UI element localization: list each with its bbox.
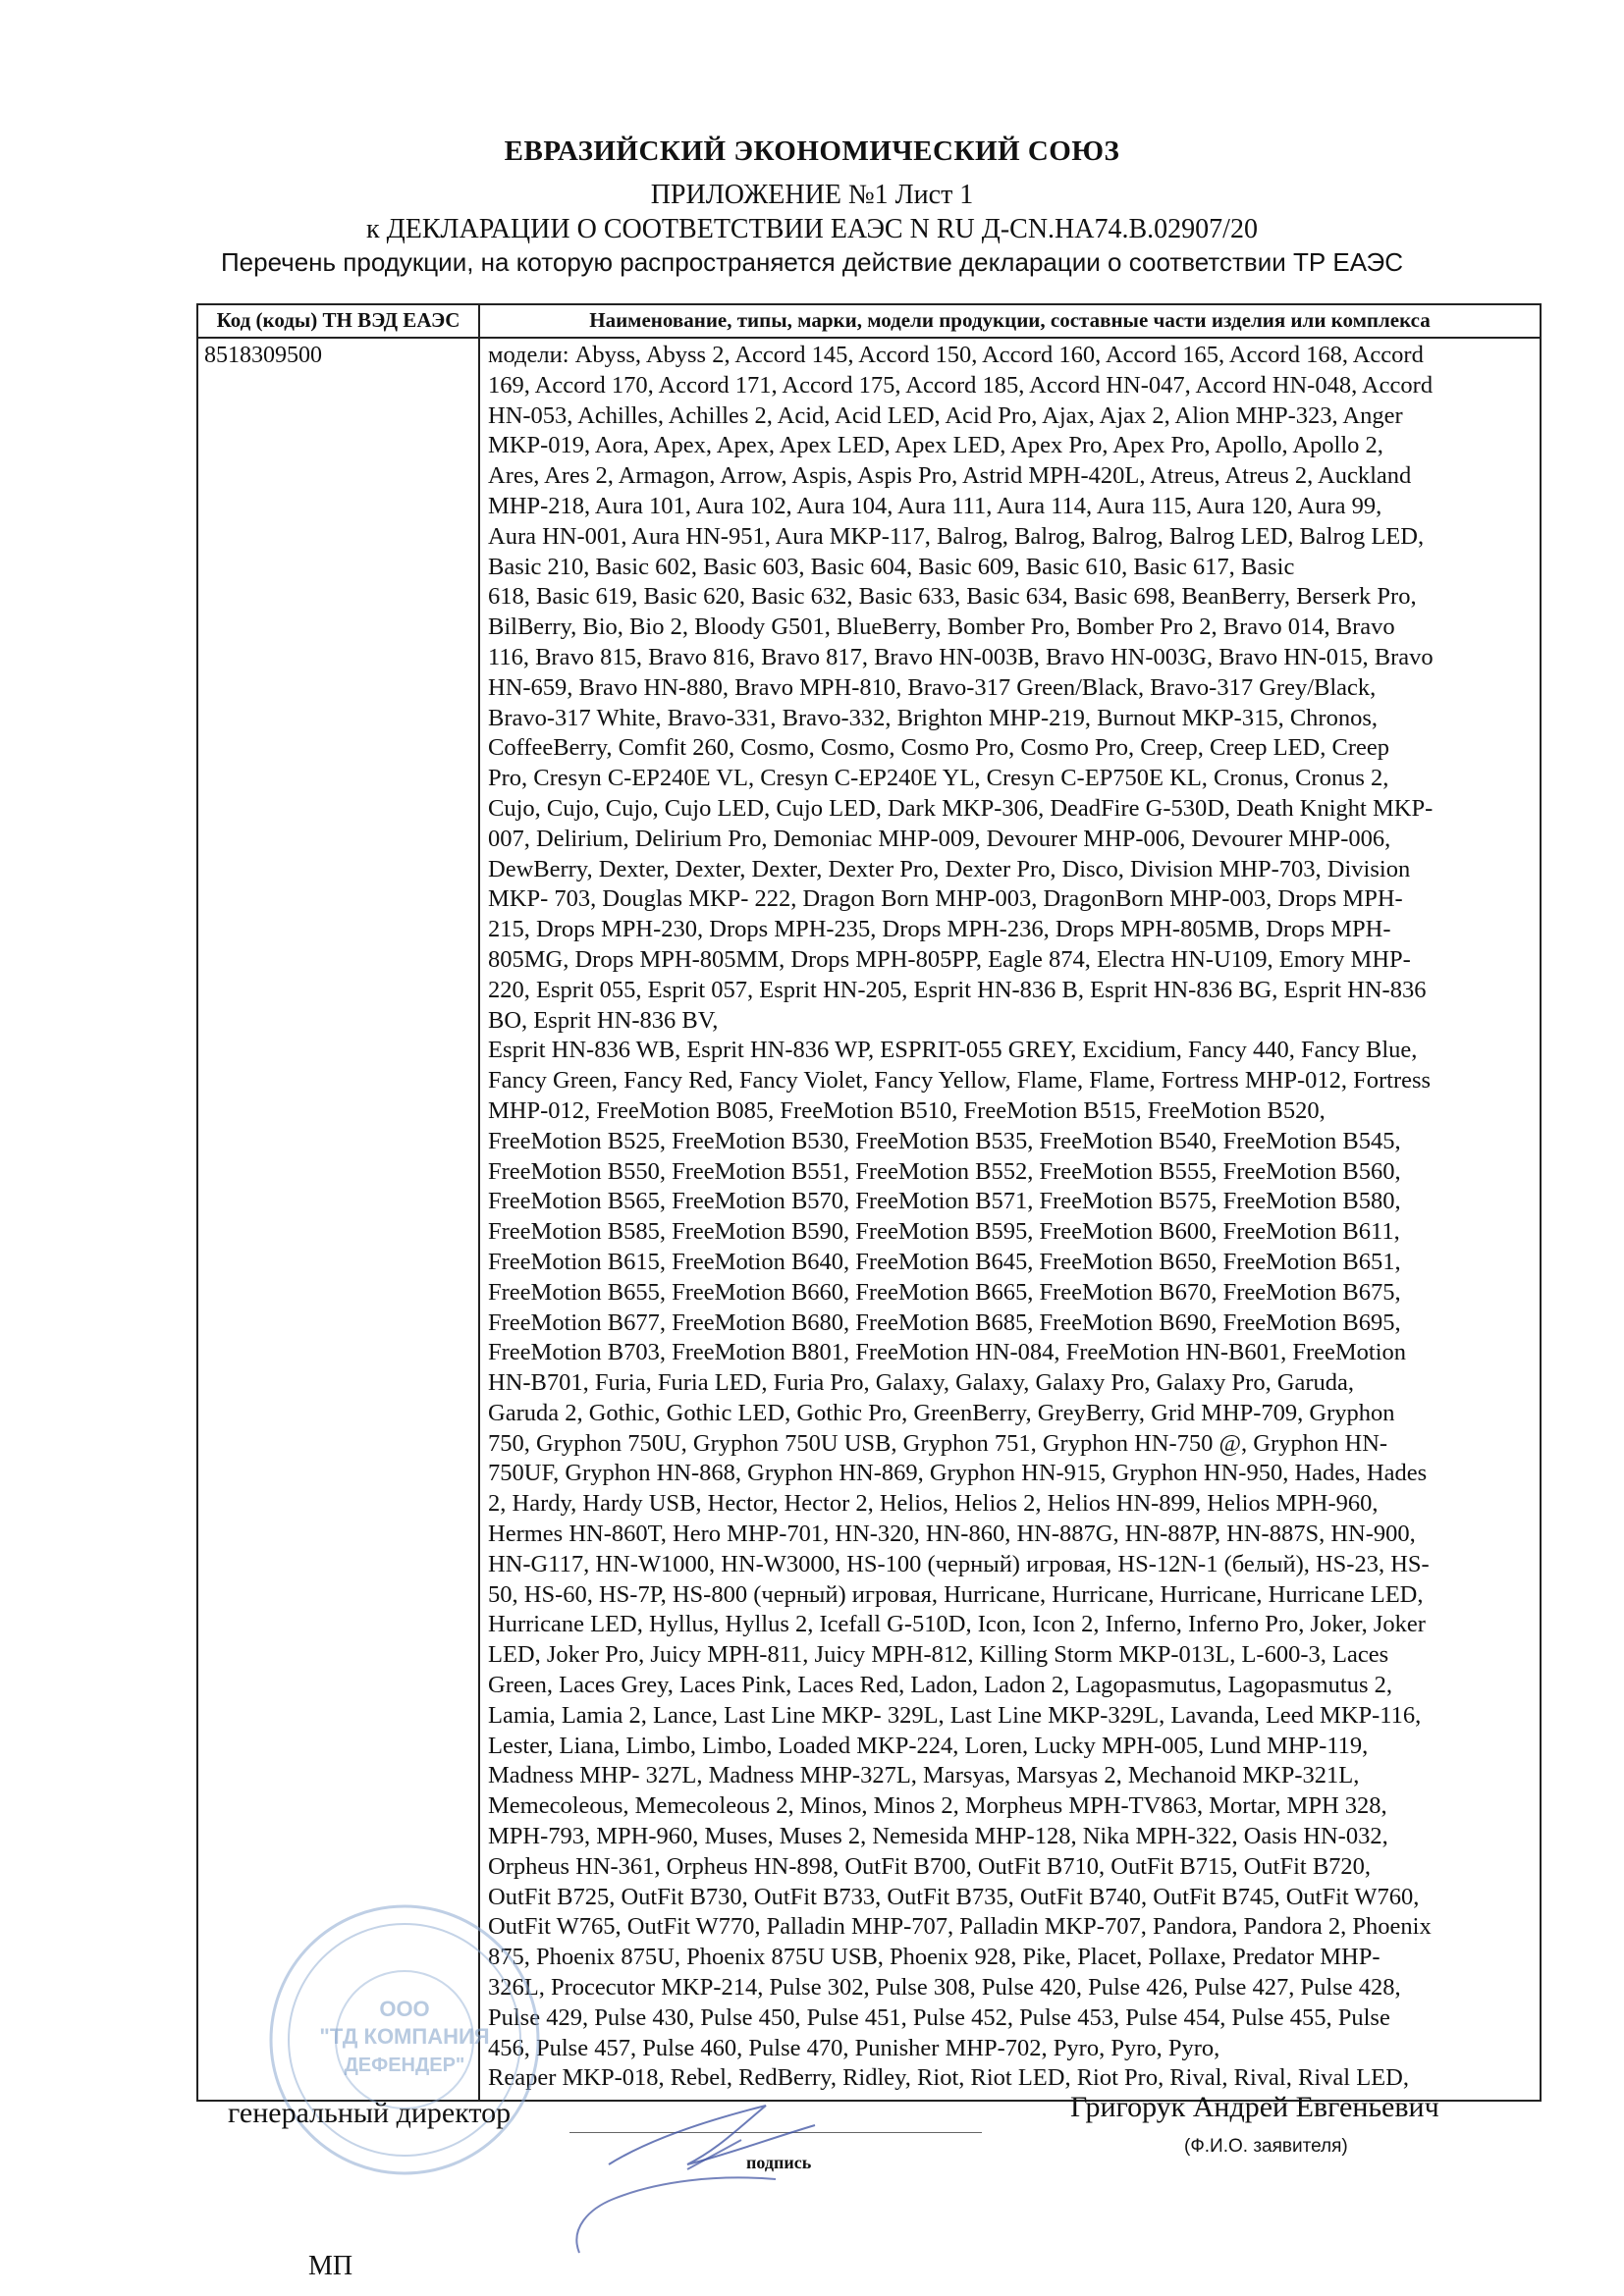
model-list-line: HN-053, Achilles, Achilles 2, Acid, Acid LED, Acid Pro, Ajax, Ajax 2, Alion MHP-323, Anger	[488, 401, 1403, 429]
stamp-line-3: ДЕФЕНДЕР"	[344, 2055, 465, 2076]
model-list-line: 50, HS-60, HS-7P, HS-800 (черный) игровая, Hurricane, Hurricane, Hurricane, Hurricane LED,	[488, 1580, 1424, 1608]
model-list-line: Orpheus HN-361, Orpheus HN-898, OutFit B700, OutFit B710, OutFit B715, OutFit B720,	[488, 1852, 1372, 1880]
model-list-line: Cujo, Cujo, Cujo, Cujo LED, Cujo LED, Dark MKP-306, DeadFire G-530D, Death Knight MKP-	[488, 794, 1434, 822]
model-list-line: MHP-012, FreeMotion B085, FreeMotion B510, FreeMotion B515, FreeMotion B520,	[488, 1096, 1326, 1124]
model-list-line: 220, Esprit 055, Esprit 057, Esprit HN-205, Esprit HN-836 B, Esprit HN-836 BG, Esprit HN-836	[488, 976, 1427, 1003]
model-list-line: 215, Drops MPH-230, Drops MPH-235, Drops MPH-236, Drops MPH-805MB, Drops MPH-	[488, 916, 1391, 943]
model-list-line: 750, Gryphon 750U, Gryphon 750U USB, Gryphon 751, Gryphon HN-750 @, Gryphon HN-	[488, 1429, 1388, 1457]
model-list-line: MKP- 703, Douglas MKP- 222, Dragon Born MHP-003, DragonBorn MHP-003, Drops MPH-	[488, 885, 1403, 913]
model-list-line: FreeMotion B677, FreeMotion B680, FreeMotion B685, FreeMotion B690, FreeMotion B695,	[488, 1308, 1401, 1336]
model-list-line: 750UF, Gryphon HN-868, Gryphon HN-869, Gryphon HN-915, Gryphon HN-950, Hades, Hades	[488, 1460, 1428, 1487]
model-list-line: HN-659, Bravo HN-880, Bravo MPH-810, Bravo-317 Green/Black, Bravo-317 Grey/Black,	[488, 673, 1377, 701]
model-list-line: LED, Joker Pro, Juicy MPH-811, Juicy MPH-812, Killing Storm MKP-013L, L-600-3, Laces	[488, 1641, 1389, 1669]
model-list-line: CoffeeBerry, Comfit 260, Cosmo, Cosmo, Cosmo Pro, Cosmo Pro, Creep, Creep LED, Creep	[488, 734, 1389, 762]
model-list-line: 2, Hardy, Hardy USB, Hector, Hector 2, Helios, Helios 2, Helios HN-899, Helios MPH-960,	[488, 1490, 1379, 1518]
model-list-line: 875, Phoenix 875U, Phoenix 875U USB, Phoenix 928, Pike, Placet, Pollaxe, Predator MHP-	[488, 1944, 1380, 1971]
signatory-role: генеральный директор	[228, 2097, 512, 2129]
model-list-line: FreeMotion B655, FreeMotion B660, FreeMotion B665, FreeMotion B670, FreeMotion B675,	[488, 1278, 1401, 1306]
model-list-line: 618, Basic 619, Basic 620, Basic 632, Basic 633, Basic 634, Basic 698, BeanBerry, Berserk Pro,	[488, 583, 1417, 611]
model-list-line: FreeMotion B615, FreeMotion B640, FreeMotion B645, FreeMotion B650, FreeMotion B651,	[488, 1248, 1401, 1275]
signatory-name: Григорук Андрей Евгеньевич	[1070, 2091, 1439, 2123]
model-list-line: Esprit HN-836 WB, Esprit HN-836 WP, ESPRIT-055 GREY, Excidium, Fancy 440, Fancy Blue,	[488, 1037, 1418, 1064]
model-list-line: Hermes HN-860T, Hero MHP-701, HN-320, HN-860, HN-887G, HN-887P, HN-887S, HN-900,	[488, 1521, 1416, 1548]
model-list-line: Ares, Ares 2, Armagon, Arrow, Aspis, Aspis Pro, Astrid MPH-420L, Atreus, Atreus 2, Auckland	[488, 462, 1412, 490]
model-list-line: Hurricane LED, Hyllus, Hyllus 2, Icefall G-510D, Icon, Icon 2, Inferno, Inferno Pro, Joker, Joker	[488, 1611, 1426, 1638]
model-list-line: HN-G117, HN-W1000, HN-W3000, HS-100 (черный) игровая, HS-12N-1 (белый), HS-23, HS-	[488, 1550, 1430, 1577]
model-list-line: Green, Laces Grey, Laces Pink, Laces Red, Ladon, Ladon 2, Lagopasmutus, Lagopasmutus 2,	[488, 1672, 1392, 1699]
model-list-line: MHP-218, Aura 101, Aura 102, Aura 104, Aura 111, Aura 114, Aura 115, Aura 120, Aura 99,	[488, 492, 1382, 519]
model-list-line: Madness MHP- 327L, Madness MHP-327L, Marsyas, Marsyas 2, Mechanoid MKP-321L,	[488, 1762, 1360, 1789]
model-list-line: Lester, Liana, Limbo, Limbo, Loaded MKP-224, Loren, Lucky MPH-005, Lund MHP-119,	[488, 1732, 1369, 1759]
model-list-line: Pulse 429, Pulse 430, Pulse 450, Pulse 451, Pulse 452, Pulse 453, Pulse 454, Pulse 455, Pulse	[488, 2003, 1390, 2031]
product-table	[196, 303, 1542, 2102]
col-name-header: Наименование, типы, марки, модели продукции, составные части изделия или комплекса	[479, 304, 1541, 338]
col-code-header: Код (коды) ТН ВЭД ЕАЭС	[197, 304, 479, 338]
stamp-line-2: "ТД КОМПАНИЯ	[319, 2024, 490, 2049]
model-list-line: BO, Esprit HN-836 BV,	[488, 1006, 719, 1034]
model-list-cell	[479, 338, 1541, 2101]
model-list-line: FreeMotion B585, FreeMotion B590, FreeMotion B595, FreeMotion B600, FreeMotion B611,	[488, 1218, 1400, 1246]
model-list-line: 169, Accord 170, Accord 171, Accord 175, Accord 185, Accord HN-047, Accord HN-048, Accord	[488, 371, 1434, 399]
document-union-title: ЕВРАЗИЙСКИЙ ЭКОНОМИЧЕСКИЙ СОЮЗ	[504, 135, 1120, 167]
product-list-title: Перечень продукции, на которую распространяется действие декларации о соответствии ТР ЕАЭС	[220, 247, 1404, 277]
declaration-title: к ДЕКЛАРАЦИИ О СООТВЕТСТВИИ ЕАЭС N RU Д-CN.НА74.В.02907/20	[366, 214, 1258, 244]
model-list-line: FreeMotion B703, FreeMotion B801, FreeMotion HN-084, FreeMotion HN-B601, FreeMotion	[488, 1339, 1407, 1366]
model-list-line: Memecoleous, Memecoleous 2, Minos, Minos 2, Morpheus MPH-TV863, Mortar, MPH 328,	[488, 1792, 1387, 1820]
model-list-line: 326L, Procecutor MKP-214, Pulse 302, Pulse 308, Pulse 420, Pulse 426, Pulse 427, Pulse 428,	[488, 1974, 1401, 2002]
model-list-line: FreeMotion B525, FreeMotion B530, FreeMotion B535, FreeMotion B540, FreeMotion B545,	[488, 1127, 1401, 1154]
hs-code-cell: 8518309500	[197, 338, 479, 2101]
seal-place-label: МП	[308, 2251, 353, 2281]
model-list-line: Fancy Green, Fancy Red, Fancy Violet, Fancy Yellow, Flame, Flame, Fortress MHP-012, Fortress	[488, 1067, 1432, 1095]
model-list-line: 007, Delirium, Delirium Pro, Demoniac MHP-009, Devourer MHP-006, Devourer MHP-006,	[488, 825, 1391, 852]
model-list-line: Pro, Cresyn C-EP240E VL, Cresyn C-EP240E YL, Cresyn C-EP750E KL, Cronus, Cronus 2,	[488, 765, 1389, 792]
model-list-line: модели: Abyss, Abyss 2, Accord 145, Accord 150, Accord 160, Accord 165, Accord 168, Accord	[488, 342, 1424, 368]
table-header-row	[197, 304, 1541, 338]
signatory-name-caption: (Ф.И.О. заявителя)	[1184, 2136, 1348, 2157]
company-stamp	[257, 1893, 552, 2187]
model-list-line: MPH-793, MPH-960, Muses, Muses 2, Nemesida MHP-128, Nika MPH-322, Oasis HN-032,	[488, 1823, 1388, 1850]
model-list-line: MKP-019, Aora, Apex, Apex, Apex LED, Apex LED, Apex Pro, Apex Pro, Apollo, Apollo 2,	[488, 432, 1383, 459]
model-list-line: Reaper MKP-018, Rebel, RedBerry, Ridley, Riot, Riot LED, Riot Pro, Rival, Rival, Rival LED,	[488, 2064, 1409, 2092]
stamp-line-1: ООО	[379, 1997, 430, 2021]
model-list-line: Garuda 2, Gothic, Gothic LED, Gothic Pro, GreenBerry, GreyBerry, Grid MHP-709, Gryphon	[488, 1399, 1395, 1426]
appendix-title: ПРИЛОЖЕНИЕ №1 Лист 1	[650, 180, 974, 210]
model-list-line: FreeMotion B550, FreeMotion B551, FreeMotion B552, FreeMotion B555, FreeMotion B560,	[488, 1157, 1401, 1185]
signature-caption: подпись	[746, 2153, 812, 2172]
model-list-line: Aura HN-001, Aura HN-951, Aura MKP-117, Balrog, Balrog, Balrog, Balrog LED, Balrog LED,	[488, 522, 1425, 550]
model-lines	[488, 341, 1536, 2094]
model-list-line: OutFit W765, OutFit W770, Palladin MHP-707, Palladin MKP-707, Pandora, Pandora 2, Phoenix	[488, 1913, 1432, 1941]
model-list-line: Bravo-317 White, Bravo-331, Bravo-332, Brighton MHP-219, Burnout MKP-315, Chronos,	[488, 704, 1378, 731]
model-list-line: 116, Bravo 815, Bravo 816, Bravo 817, Bravo HN-003B, Bravo HN-003G, Bravo HN-015, Bravo	[488, 643, 1434, 670]
model-list-line: OutFit B725, OutFit B730, OutFit B733, OutFit B735, OutFit B740, OutFit B745, OutFit W760,	[488, 1883, 1420, 1910]
model-list-line: DewBerry, Dexter, Dexter, Dexter, Dexter Pro, Dexter Pro, Disco, Division MHP-703, Division	[488, 855, 1411, 882]
model-list-line: Lamia, Lamia 2, Lance, Last Line MKP- 329L, Last Line MKP-329L, Lavanda, Leed MKP-116,	[488, 1701, 1422, 1729]
model-list-line: BilBerry, Bio, Bio 2, Bloody G501, BlueBerry, Bomber Pro, Bomber Pro 2, Bravo 014, Bravo	[488, 614, 1395, 641]
model-list-line: Basic 210, Basic 602, Basic 603, Basic 604, Basic 609, Basic 610, Basic 617, Basic	[488, 553, 1295, 580]
model-list-line: 456, Pulse 457, Pulse 460, Pulse 470, Punisher MHP-702, Pyro, Pyro, Pyro,	[488, 2034, 1220, 2061]
model-list-line: FreeMotion B565, FreeMotion B570, FreeMotion B571, FreeMotion B575, FreeMotion B580,	[488, 1188, 1401, 1215]
model-list-line: 805MG, Drops MPH-805MM, Drops MPH-805PP, Eagle 874, Electra HN-U109, Emory MHP-	[488, 945, 1411, 973]
model-list-line: HN-B701, Furia, Furia LED, Furia Pro, Galaxy, Galaxy, Galaxy Pro, Galaxy Pro, Garuda,	[488, 1369, 1355, 1397]
table-row	[197, 338, 1541, 2101]
